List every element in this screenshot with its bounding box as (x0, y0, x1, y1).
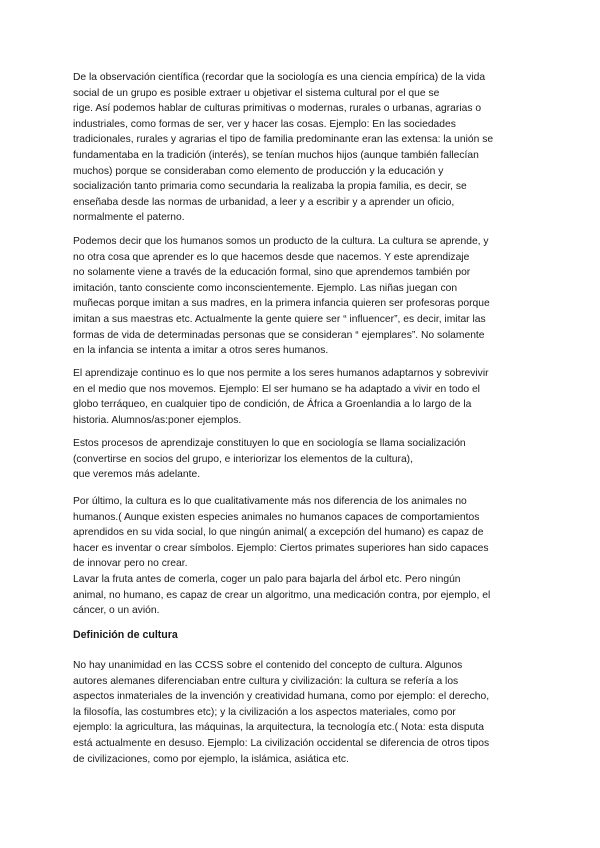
text-line: animal, no humano, es capaz de crear un algoritmo, una medicación contra, por ejemplo, el (73, 589, 491, 601)
text-line: de innovar pero no crear. (73, 558, 188, 570)
section-heading: Definición de cultura (73, 629, 178, 641)
text-line: No hay unanimidad en las CCSS sobre el contenido del concepto de cultura. Algunos (73, 660, 463, 671)
text-line: ejemplo: la agricultura, las máquinas, la arquitectura, la tecnología etc.( Nota: esta disputa (73, 722, 484, 734)
text-line: globo terráqueo, en cualquier tipo de condición, de África a Groenlandia a lo largo de la (73, 399, 472, 411)
text-line: formas de vida de determinadas personas que se consideran “ ejemplares”. No solamente (73, 329, 485, 341)
text-line: El aprendizaje continuo es lo que nos permite a los seres humanos adaptarnos y sobrevivir (73, 368, 489, 379)
text-line: muchos) porque se consideraban como elemento de producción y la educación y (73, 165, 444, 177)
text-line: muñecas porque imitan a sus madres, en la primera infancia quieren ser profesoras porque (73, 298, 490, 310)
text-line: que veremos más adelante. (73, 469, 201, 481)
paragraph-learning (73, 366, 527, 428)
text-line: Estos procesos de aprendizaje constituyen lo que en sociología se llama socialización (73, 438, 466, 449)
text-line: imitan a sus maestras etc. Actualmente la gente quiere ser “ influencer”, es decir, imitar las (73, 313, 486, 325)
text-line: social de un grupo es posible extraer u objetivar el sistema cultural por el que se (73, 87, 440, 99)
text-line: rige. Así podemos hablar de culturas primitivas o modernas, rurales o urbanas, agrarias o (73, 103, 482, 115)
text-line: aprendidos en su vida social, lo que ningún animal( a excepción del humano) es capaz de (73, 527, 484, 539)
paragraph-culture-product (73, 234, 527, 359)
text-line: tradicionales, rurales y agrarias el tipo de familia predominante eran las extensa: la unión se (73, 134, 494, 146)
text-line: cáncer, o un avión. (73, 605, 160, 617)
text-line: Lavar la fruta antes de comerla, coger un palo para bajarla del árbol etc. Pero ningún (73, 573, 461, 585)
text-line: socialización tanto primaria como secundaria la realizaba la propia familia, es decir, se (73, 181, 467, 193)
text-line: no solamente viene a través de la educación formal, sino que aprendemos también por (73, 267, 471, 279)
text-line: en la infancia se intenta a imitar a otros seres humanos. (73, 345, 329, 357)
text-line: industriales, como formas de ser, ver y hacer las cosas. Ejemplo: En las sociedades (73, 118, 456, 130)
text-line: normalmente el paterno. (73, 212, 185, 224)
text-line: la filosofía, las costumbres etc); y la civilización a los aspectos materiales, como por (73, 706, 456, 718)
text-line: De la observación científica (recordar que la sociología es una ciencia empírica) de la vida (73, 72, 486, 83)
text-line: no otra cosa que aprender es lo que hacemos desde que nacemos. Y este aprendizaje (73, 251, 470, 263)
text-line: en el medio que nos movemos. Ejemplo: El ser humano se ha adaptado a vivir en todo el (73, 383, 480, 395)
text-line: está actualmente en desuso. Ejemplo: La civilización occidental se diferencia de otros tipos (73, 737, 490, 749)
text-line: aspectos inmateriales de la invención y creatividad humana, como por ejemplo: el derecho, (73, 691, 490, 703)
text-line: Podemos decir que los humanos somos un producto de la cultura. La cultura se aprende, y (73, 236, 489, 247)
text-line: imitación, tanto consciente como inconscientemente. Ejemplo. Las niñas juegan con (73, 282, 458, 294)
paragraph-animals (73, 494, 527, 619)
paragraph-definition (73, 658, 527, 767)
text-line: humanos.( Aunque existen especies animales no humanos capaces de comportamientos (73, 511, 480, 523)
paragraph-socialization (73, 436, 527, 483)
text-line: Por último, la cultura es lo que cualitativamente más nos diferencia de los animales no (73, 496, 467, 507)
text-line: autores alemanes diferenciaban entre cultura y civilización: la cultura se refería a los (73, 675, 459, 687)
text-line: de civilizaciones, como por ejemplo, la islámica, asiática etc. (73, 753, 349, 765)
text-line: (convertirse en socios del grupo, e interiorizar los elementos de la cultura), (73, 453, 413, 465)
text-line: historia. Alumnos/as:poner ejemplos. (73, 414, 242, 426)
text-line: hacer es inventar o crear símbolos. Ejemplo: Ciertos primates superiores han sido capaces (73, 542, 489, 554)
paragraph-observation (73, 70, 527, 226)
text-line: fundamentaba en la tradición (interés), se tenían muchos hijos (aunque también fallecían (73, 149, 479, 161)
text-line: enseñaba desde las normas de urbanidad, a leer y a escribir y a aprender un oficio, (73, 196, 455, 208)
